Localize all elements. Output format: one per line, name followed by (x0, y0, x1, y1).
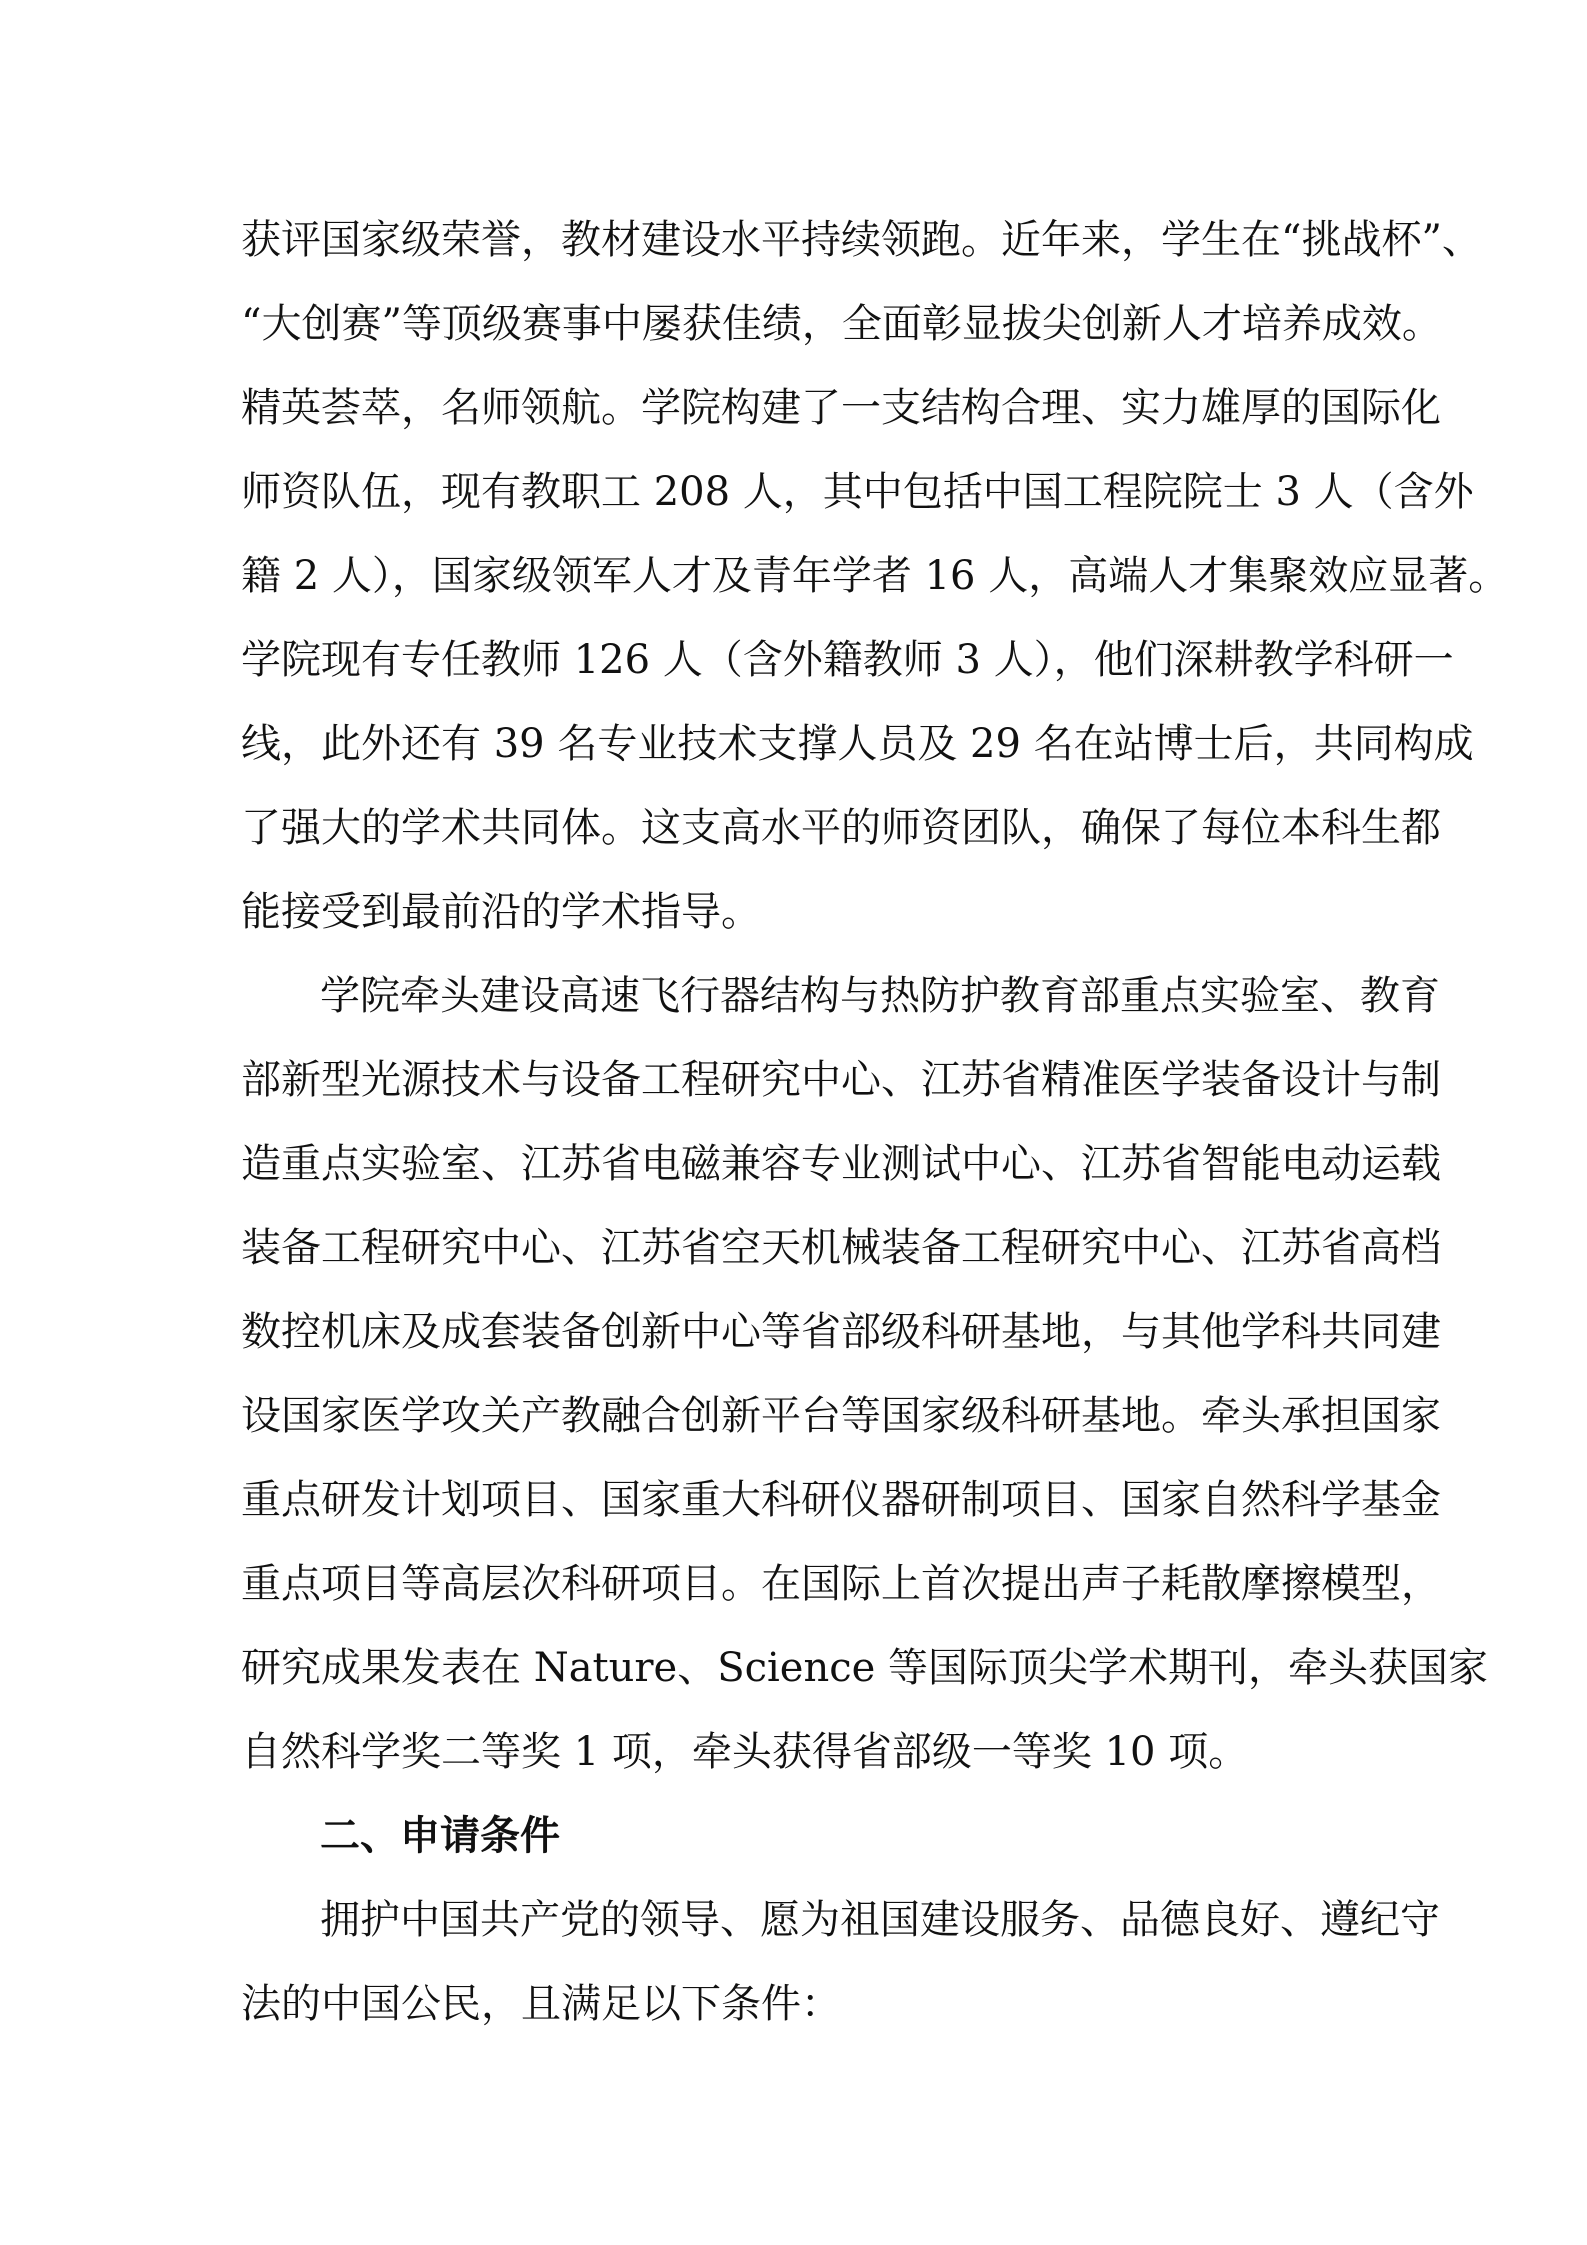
paragraph-2-line-10: 自然科学奖二等奖 1 项，牵头获得省部级一等奖 10 项。 (241, 1729, 1249, 1775)
paragraph-1-line-6: 学院现有专任教师 126 人（含外籍教师 3 人），他们深耕教学科研一 (241, 637, 1454, 683)
paragraph-2-line-4: 装备工程研究中心、江苏省空天机械装备工程研究中心、江苏省高档 (241, 1225, 1441, 1271)
paragraph-1-line-8: 了强大的学术共同体。这支高水平的师资团队，确保了每位本科生都 (241, 805, 1441, 851)
paragraph-1-line-4: 师资队伍，现有教职工 208 人，其中包括中国工程院院士 3 人（含外 (241, 469, 1474, 515)
paragraph-2-line-8: 重点项目等高层次科研项目。在国际上首次提出声子耗散摩擦模型， (241, 1561, 1441, 1607)
paragraph-1-line-2: “大创赛”等顶级赛事中屡获佳绩，全面彰显拔尖创新人才培养成效。 (241, 301, 1442, 347)
paragraph-1-line-9: 能接受到最前沿的学术指导。 (241, 889, 761, 935)
paragraph-2-line-7: 重点研发计划项目、国家重大科研仪器研制项目、国家自然科学基金 (241, 1477, 1441, 1523)
paragraph-3-line-2: 法的中国公民，且满足以下条件： (241, 1981, 841, 2027)
paragraph-3-line-1: 拥护中国共产党的领导、愿为祖国建设服务、品德良好、遵纪守 (320, 1897, 1440, 1943)
paragraph-2-line-9: 研究成果发表在 Nature、Science 等国际顶尖学术期刊，牵头获国家 (241, 1645, 1489, 1691)
paragraph-1-line-7: 线，此外还有 39 名专业技术支撑人员及 29 名在站博士后，共同构成 (241, 721, 1474, 767)
paragraph-2-line-3: 造重点实验室、江苏省电磁兼容专业测试中心、江苏省智能电动运载 (241, 1141, 1441, 1187)
paragraph-2-line-1: 学院牵头建设高速飞行器结构与热防护教育部重点实验室、教育 (320, 973, 1440, 1019)
paragraph-1-line-3: 精英荟萃，名师领航。学院构建了一支结构合理、实力雄厚的国际化 (241, 385, 1441, 431)
paragraph-2-line-6: 设国家医学攻关产教融合创新平台等国家级科研基地。牵头承担国家 (241, 1393, 1441, 1439)
paragraph-2-line-5: 数控机床及成套装备创新中心等省部级科研基地，与其他学科共同建 (241, 1309, 1441, 1355)
paragraph-2-line-2: 部新型光源技术与设备工程研究中心、江苏省精准医学装备设计与制 (241, 1057, 1441, 1103)
paragraph-1-line-5: 籍 2 人），国家级领军人才及青年学者 16 人，高端人才集聚效应显著。 (241, 553, 1509, 599)
section-heading: 二、申请条件 (320, 1813, 560, 1859)
paragraph-1-line-1: 获评国家级荣誉，教材建设水平持续领跑。近年来，学生在“挑战杯”、 (241, 217, 1482, 263)
